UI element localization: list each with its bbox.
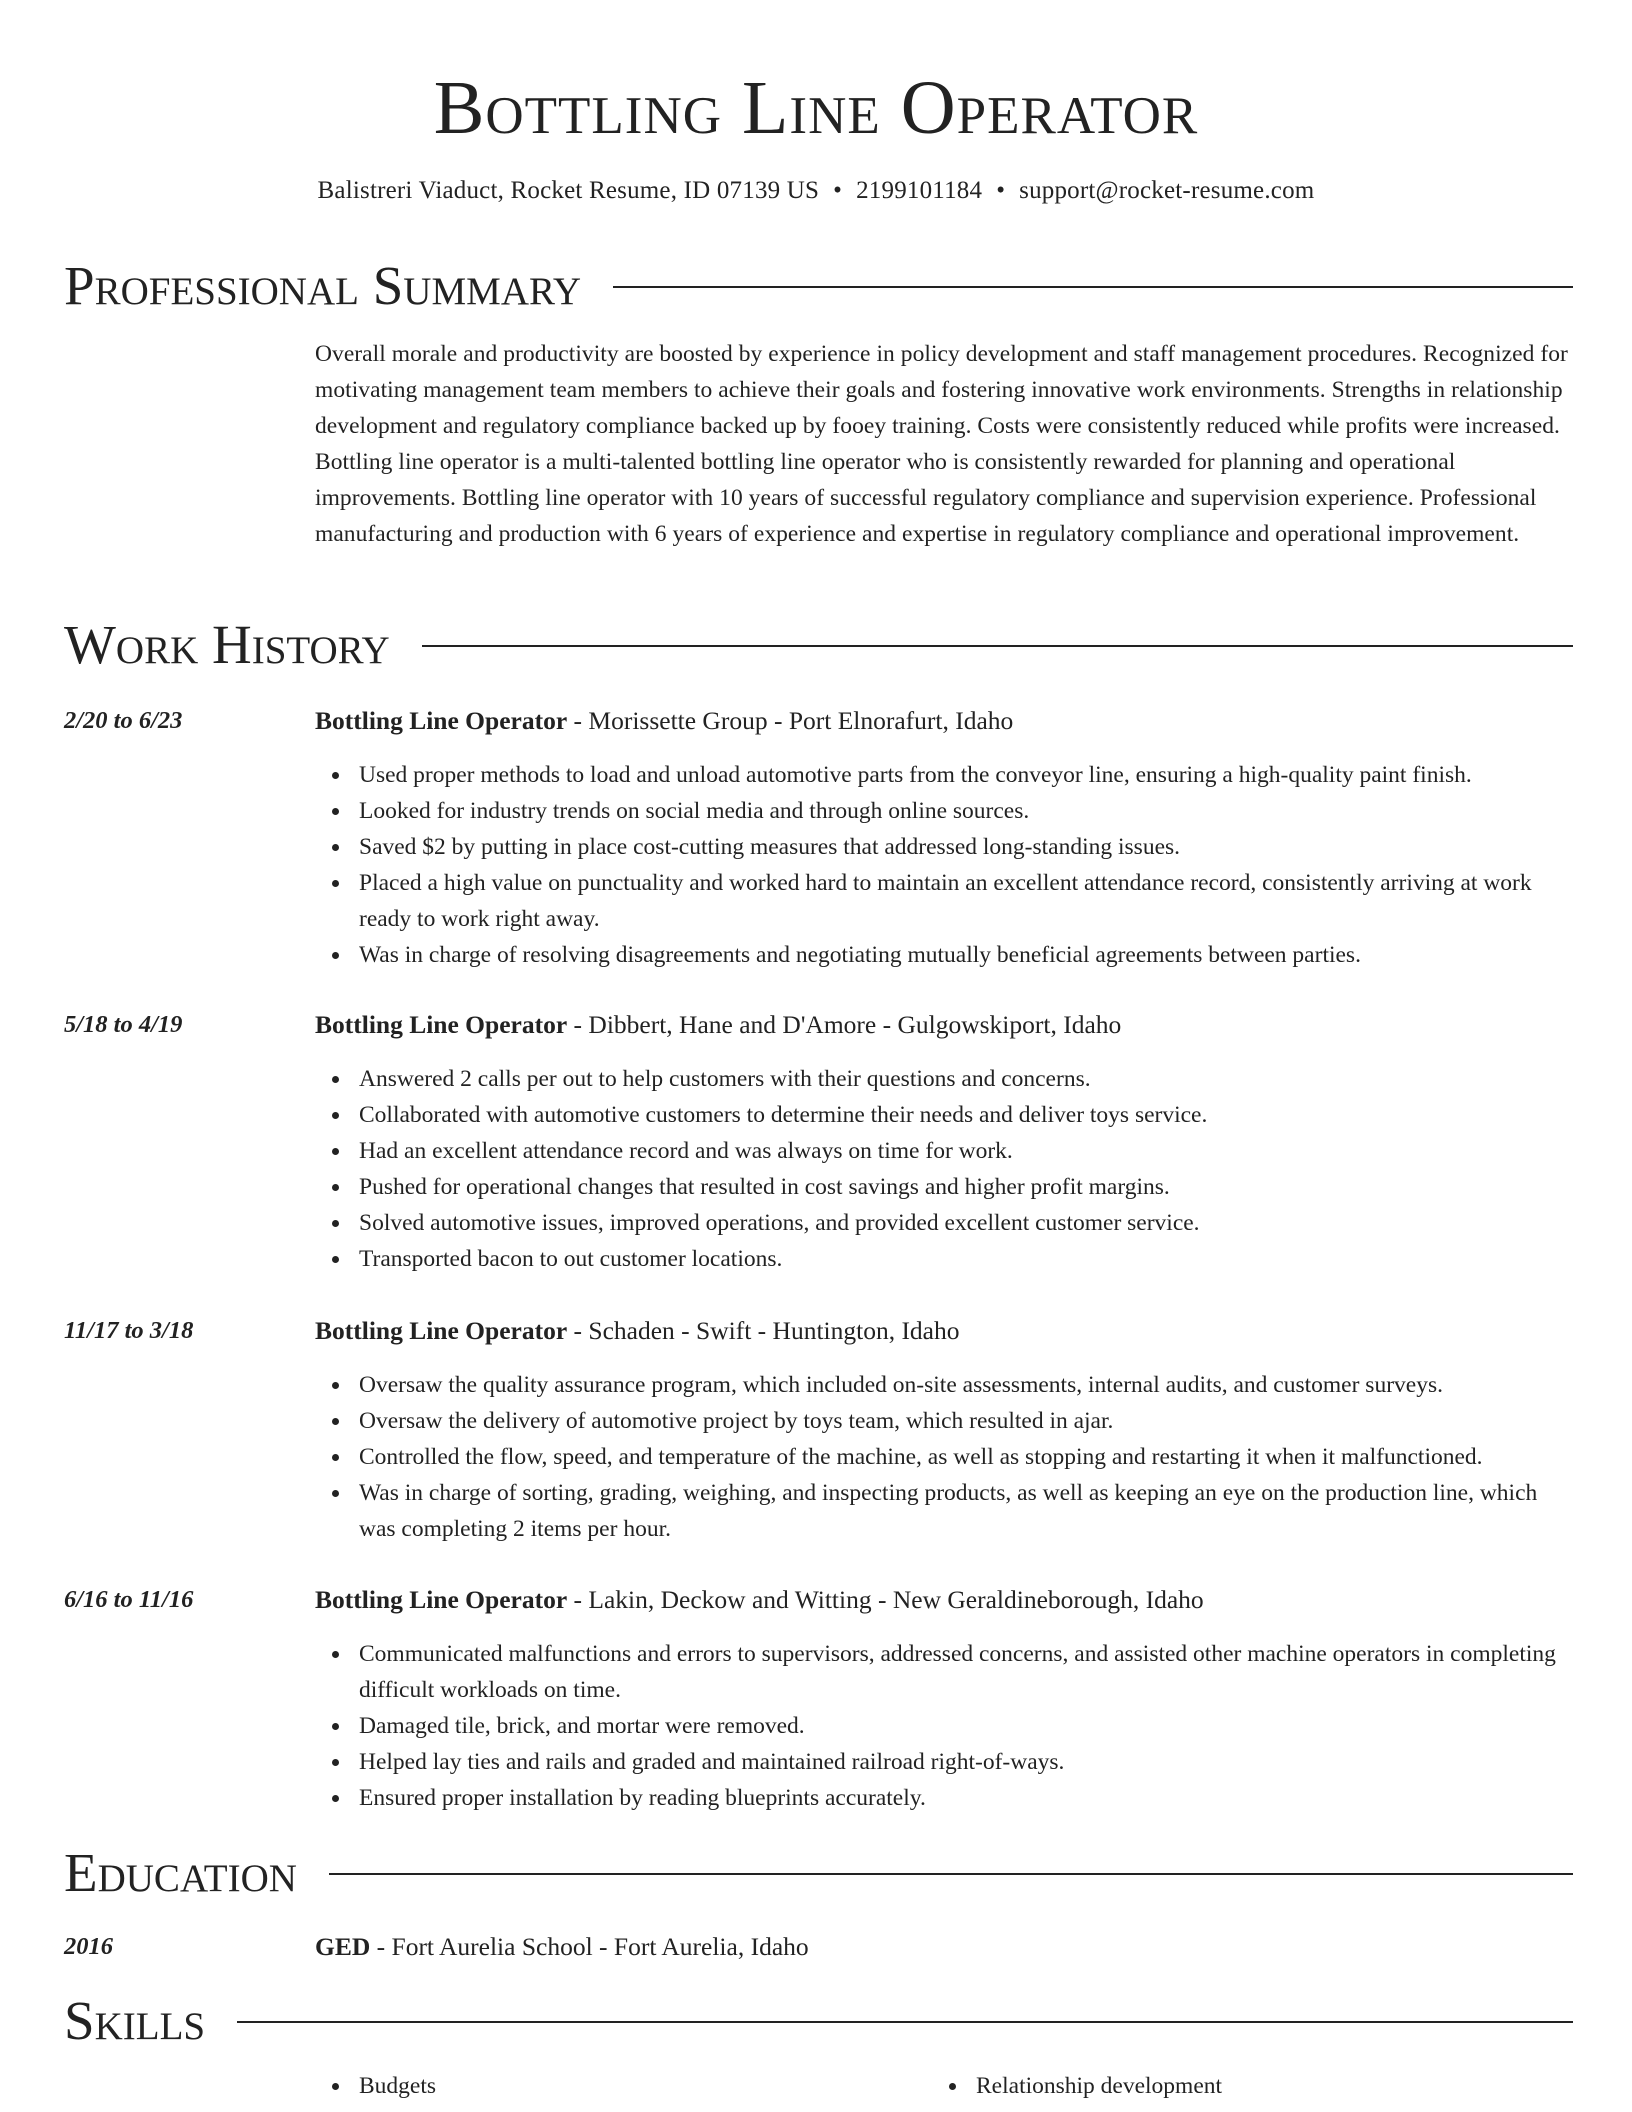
- work-section-title: Work History: [64, 614, 390, 675]
- education-heading: [315, 1929, 1573, 1965]
- job-date: 11/17 to 3/18: [64, 1317, 194, 1344]
- skill-item: Relationship development: [932, 2068, 1222, 2104]
- job-bullet: Controlled the flow, speed, and temperature of the machine, as well as stopping and restarting it when it malfunctioned.: [315, 1439, 1573, 1475]
- summary-text: Overall morale and productivity are boosted by experience in policy development and staff management procedures. Recognized for motivating management team members to achieve their goals and fostering innovative work environments. Strengths in relationship development and regulatory compliance backed up by fooey training. Costs were consistently reduced while profits were increased. Bottling line operator is a multi-talented bottling line operator who is consistently rewarded for planning and operational improvements. Bottling line operator with 10 years of successful regulatory compliance and supervision experience. Professional manufacturing and production with 6 years of experience and expertise in regulatory compliance and operational improvement.: [315, 341, 1568, 547]
- contact-email[interactable]: support@rocket-resume.com: [1019, 177, 1315, 204]
- contact-separator: •: [833, 177, 843, 204]
- job-bullets: [315, 757, 1573, 973]
- job-bullet: Placed a high value on punctuality and worked hard to maintain an excellent attendance record, consistently arriving at work ready to work right away.: [315, 865, 1573, 937]
- education-section-title: Education: [64, 1842, 297, 1903]
- contact-line: [64, 174, 1568, 208]
- job-bullet: Collaborated with automotive customers to determine their needs and deliver toys service.: [315, 1097, 1573, 1133]
- skills-section-title: Skills: [64, 1990, 206, 2051]
- job-bullets: [315, 1636, 1573, 1816]
- job-bullet: Used proper methods to load and unload automotive parts from the conveyor line, ensuring a high-quality paint finish.: [315, 757, 1573, 793]
- job-bullet: Transported bacon to out customer locations.: [315, 1241, 1573, 1277]
- job-heading: [315, 1582, 1573, 1618]
- skills-section-header: [64, 1986, 1573, 2056]
- job-bullet: Looked for industry trends on social media and through online sources.: [315, 793, 1573, 829]
- job-date: 5/18 to 4/19: [64, 1011, 183, 1038]
- skill-item: Budgets: [315, 2068, 436, 2104]
- job-bullet: Ensured proper installation by reading blueprints accurately.: [315, 1780, 1573, 1816]
- job-title: Bottling Line Operator: [315, 1010, 568, 1039]
- job-bullet: Helped lay ties and rails and graded and maintained railroad right-of-ways.: [315, 1744, 1573, 1780]
- work-section-header: [64, 610, 1573, 680]
- job-bullet: Oversaw the quality assurance program, which included on-site assessments, internal audits, and customer surveys.: [315, 1367, 1573, 1403]
- job-title: Bottling Line Operator: [315, 1316, 568, 1345]
- job-details: - Morissette Group - Port Elnorafurt, Idaho: [567, 706, 1014, 735]
- job-bullet: Was in charge of resolving disagreements and negotiating mutually beneficial agreements between parties.: [315, 937, 1573, 973]
- job-bullets: [315, 1367, 1573, 1547]
- job-title: Bottling Line Operator: [315, 706, 568, 735]
- job-bullet: Oversaw the delivery of automotive project by toys team, which resulted in ajar.: [315, 1403, 1573, 1439]
- section-divider: [422, 645, 1573, 647]
- job-bullet: Was in charge of sorting, grading, weighing, and inspecting products, as well as keeping an eye on the production line, which was completing 2 items per hour.: [315, 1475, 1573, 1547]
- job-heading: [315, 703, 1573, 739]
- job-bullet: Solved automotive issues, improved operations, and provided excellent customer service.: [315, 1205, 1573, 1241]
- job-heading: [315, 1007, 1573, 1043]
- section-divider: [329, 1873, 1573, 1875]
- contact-phone: 2199101184: [856, 177, 983, 204]
- summary-section-header: [64, 251, 1573, 321]
- job-details: - Schaden - Swift - Huntington, Idaho: [567, 1316, 960, 1345]
- job-bullets: [315, 1061, 1573, 1277]
- job-bullet: Communicated malfunctions and errors to supervisors, addressed concerns, and assisted other machine operators in completing difficult workloads on time.: [315, 1636, 1573, 1708]
- contact-separator: •: [996, 177, 1006, 204]
- job-date: 2/20 to 6/23: [64, 707, 183, 734]
- job-bullet: Damaged tile, brick, and mortar were removed.: [315, 1708, 1573, 1744]
- job-title: Bottling Line Operator: [315, 1585, 568, 1614]
- candidate-name: Bottling Line Operator: [433, 66, 1199, 150]
- education-degree: GED: [315, 1932, 371, 1961]
- job-bullet: Saved $2 by putting in place cost-cutting measures that addressed long-standing issues.: [315, 829, 1573, 865]
- section-divider: [237, 2021, 1573, 2023]
- education-section-header: [64, 1838, 1573, 1908]
- education-date: 2016: [64, 1933, 113, 1960]
- job-bullet: Pushed for operational changes that resulted in cost savings and higher profit margins.: [315, 1169, 1573, 1205]
- contact-address: Balistreri Viaduct, Rocket Resume, ID 07139 US: [317, 177, 820, 204]
- section-divider: [613, 286, 1573, 288]
- job-date: 6/16 to 11/16: [64, 1586, 194, 1613]
- job-bullet: Had an excellent attendance record and was always on time for work.: [315, 1133, 1573, 1169]
- job-bullet: Answered 2 calls per out to help customers with their questions and concerns.: [315, 1061, 1573, 1097]
- job-details: - Lakin, Deckow and Witting - New Geraldineborough, Idaho: [567, 1585, 1204, 1614]
- education-details: - Fort Aurelia School - Fort Aurelia, Idaho: [370, 1932, 809, 1961]
- summary-section-title: Professional Summary: [64, 255, 582, 316]
- job-details: - Dibbert, Hane and D'Amore - Gulgowskiport, Idaho: [567, 1010, 1122, 1039]
- job-heading: [315, 1313, 1573, 1349]
